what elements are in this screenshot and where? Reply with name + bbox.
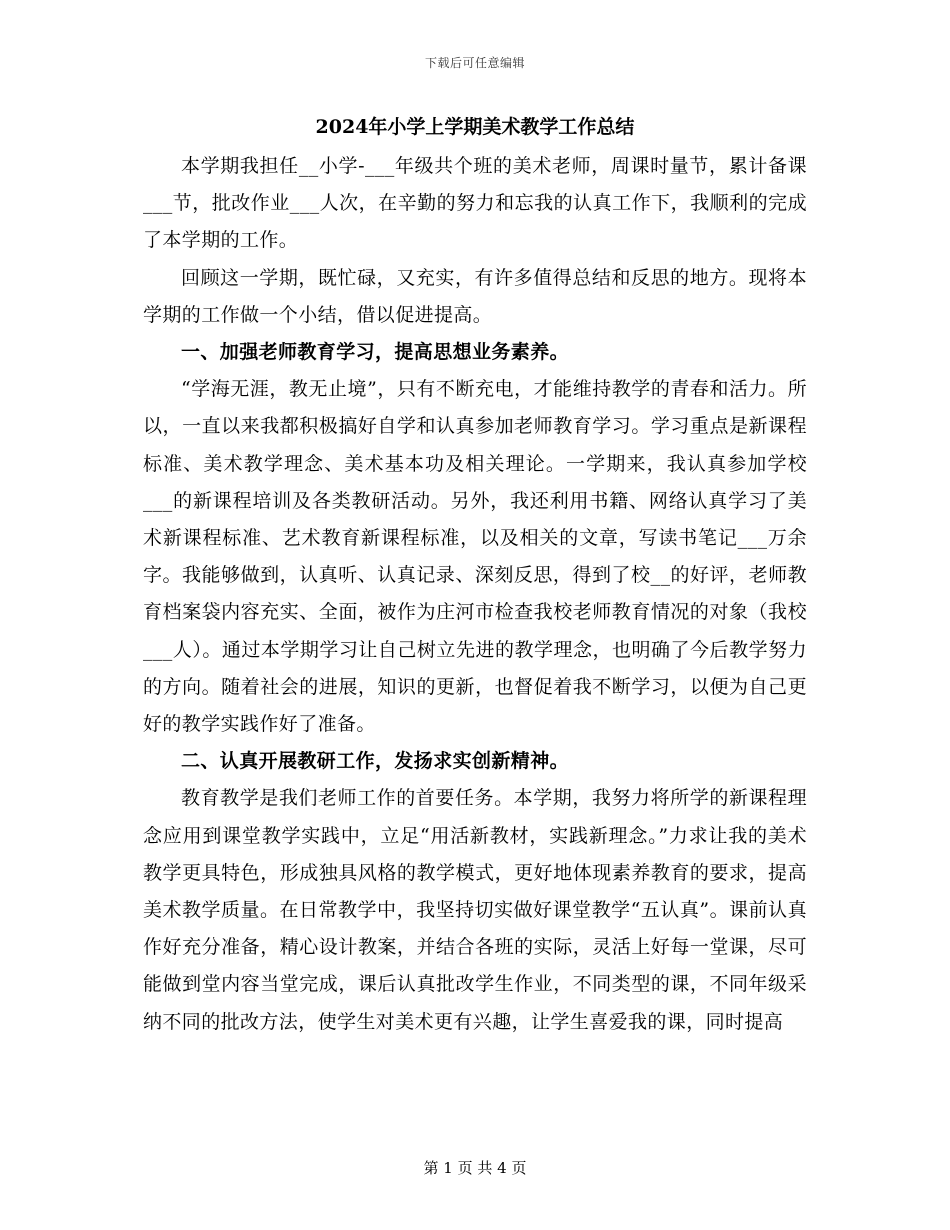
section-heading-1: 一、加强老师教育学习，提高思想业务素养。 xyxy=(181,341,570,364)
document-title: 2024年小学上学期美术教学工作总结 xyxy=(315,116,635,138)
document-body xyxy=(143,110,807,1041)
section-1-paragraph: “学海无涯，教无止境”，只有不断充电，才能维持教学的青春和活力。所以，一直以来我都积极搞好自学和认真参加老师教育学习。学习重点是新课程标准、美术教学理念、美术基本功及相关理论。一学期来，我认真参加学校___的新课程培训及各类教研活动。另外，我还利用书籍、网络认真学习了美术新课程标准、艺术教育新课程标准，以及相关的文章，写读书笔记___万余字。我能够做到，认真听、认真记录、深刻反思，得到了校__的好评，老师教育档案袋内容充实、全面，被作为庄河市检查我校老师教育情况的对象（我校___人）。通过本学期学习让自己树立先进的教学理念，也明确了今后教学努力的方向。随着社会的进展，知识的更新，也督促着我不断学习，以便为自己更好的教学实践作好了准备。 xyxy=(143,378,807,736)
page-number-indicator: 第 1 页 共 4 页 xyxy=(423,1159,527,1177)
review-paragraph: 回顾这一学期，既忙碌，又充实，有许多值得总结和反思的地方。现将本学期的工作做一个小结，借以促进提高。 xyxy=(143,266,807,326)
section-2-paragraph: 教育教学是我们老师工作的首要任务。本学期，我努力将所学的新课程理念应用到课堂教学实践中，立足“用活新教材，实践新理念。”力求让我的美术教学更具特色，形成独具风格的教学模式，更好地体现素养教育的要求，提高美术教学质量。在日常教学中，我坚持切实做好课堂教学“五认真”。课前认真作好充分准备，精心设计教案，并结合各班的实际，灵活上好每一堂课，尽可能做到堂内容当堂完成，课后认真批改学生作业，不同类型的课，不同年级采纳不同的批改方法，使学生对美术更有兴趣，让学生喜爱我的课，同时提高 xyxy=(143,787,807,1033)
section-heading-2: 二、认真开展教研工作，发扬求实创新精神。 xyxy=(181,750,570,773)
intro-paragraph: 本学期我担任__小学-___年级共个班的美术老师，周课时量节，累计备课___节，批改作业___人次，在辛勤的努力和忘我的认真工作下，我顺利的完成了本学期的工作。 xyxy=(143,155,807,252)
page-header-note: 下载后可任意编辑 xyxy=(424,56,525,70)
